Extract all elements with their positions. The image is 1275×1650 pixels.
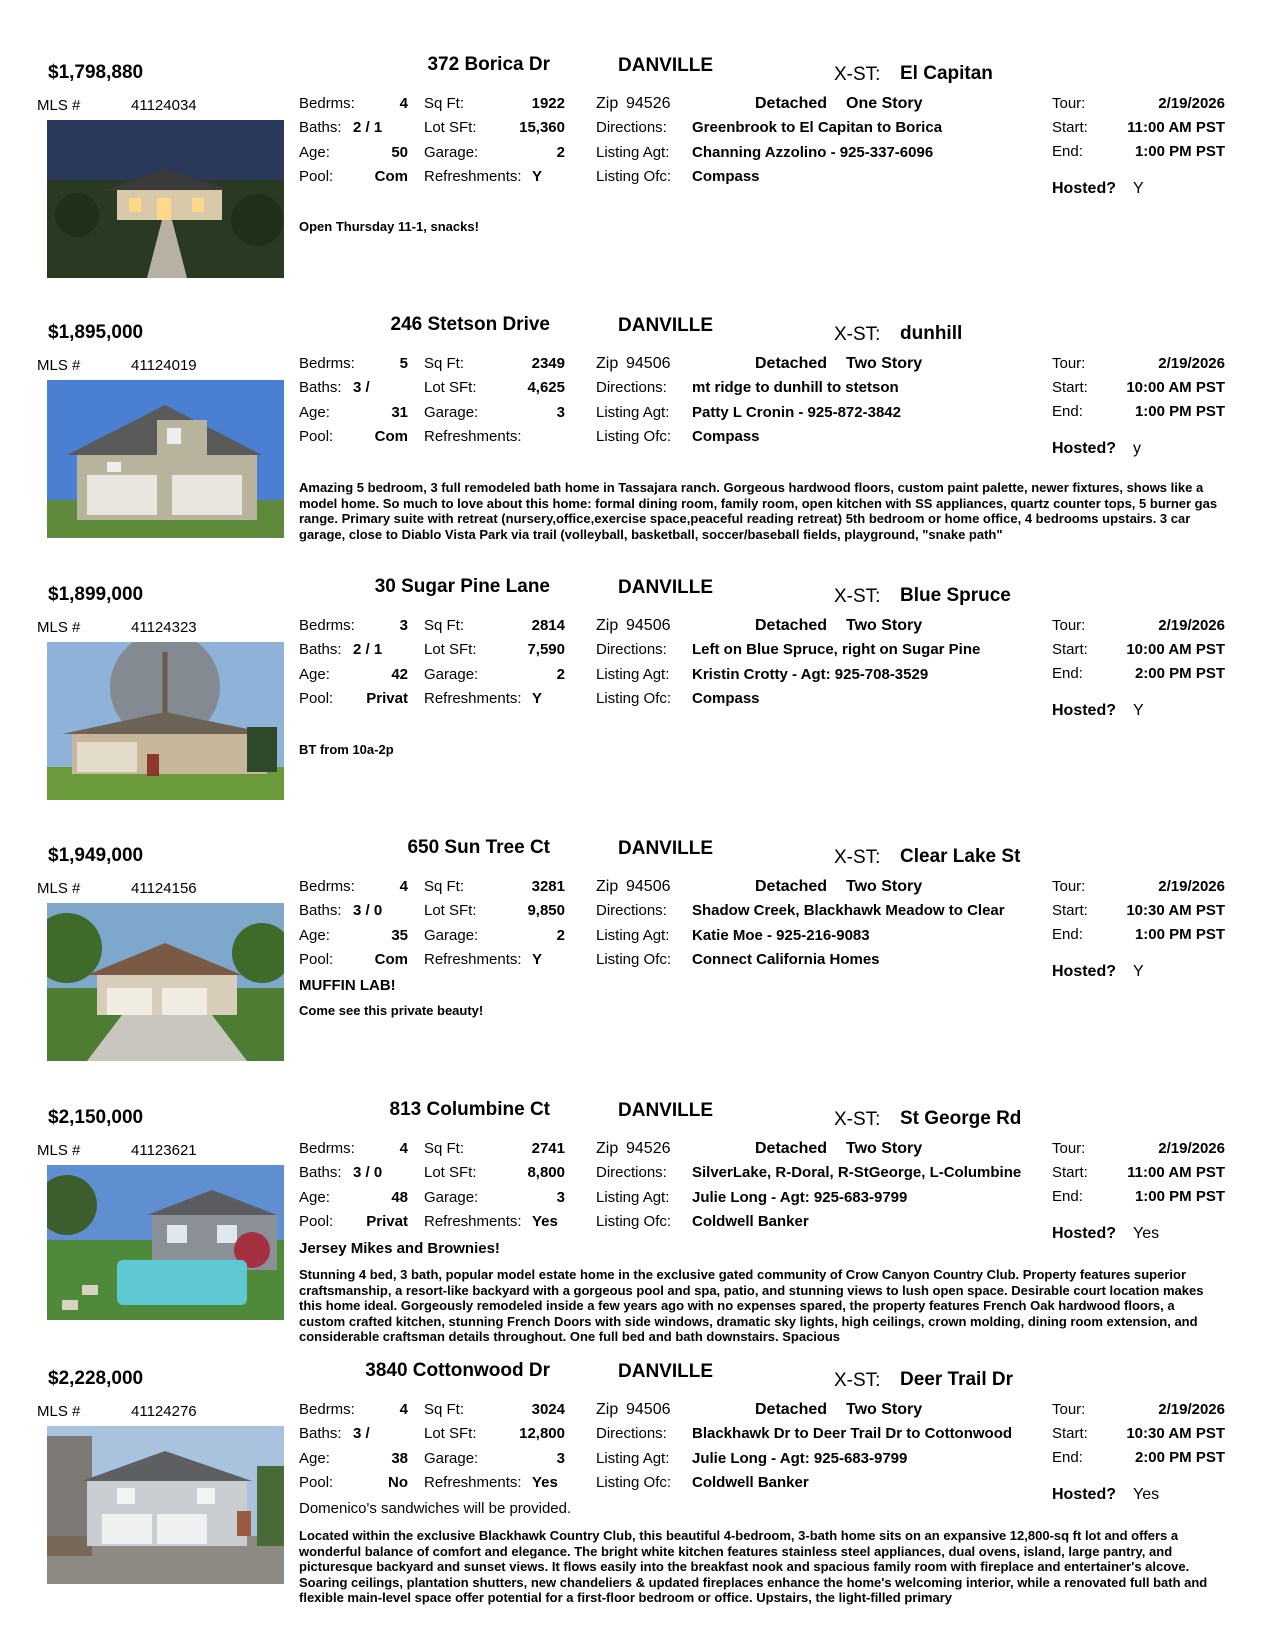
listing-description: Stunning 4 bed, 3 bath, popular model estate home in the exclusive gated community of Crow Canyon Country Club. Property features superior craftsmanship, a resort-like backyard with a gorgeous pool and spa, patio, and stunning views to lush open space. Desirable court location makes this home ideal. Gorgeously remodeled inside a few years ago with no expenses spared, the property features French Oak hardwood floors, a custom crafted kitchen, stunning French Doors with side windows, dramatic sky lights, high ceilings, crown molding, dining room extension, and considerable craftsman details throughout. One full bed and bath downstairs. Spacious xyxy=(299,1267,1204,1344)
tour-date: 2/19/2026 xyxy=(1158,95,1225,112)
garage-value: 3 xyxy=(556,1189,565,1206)
garage-label: Garage: xyxy=(424,404,479,421)
baths-label: Baths: xyxy=(299,641,342,658)
zip-label: Zip xyxy=(596,95,619,112)
listing-agent-value: Patty L Cronin - 925-872-3842 xyxy=(692,404,901,421)
listing-address: 30 Sugar Pine Lane xyxy=(374,576,550,597)
start-time: 10:30 AM PST xyxy=(1126,1425,1225,1442)
listing-office-value: Compass xyxy=(692,690,760,707)
pool-label: Pool: xyxy=(299,1474,334,1491)
hosted-label: Hosted? xyxy=(1052,963,1116,980)
cross-street-label: X-ST: xyxy=(834,1109,881,1130)
start-time: 10:00 AM PST xyxy=(1126,641,1225,658)
listing-price: $1,899,000 xyxy=(48,584,144,605)
baths-value: 2 / 1 xyxy=(353,641,383,658)
listing-agent-value: Katie Moe - 925-216-9083 xyxy=(692,927,870,944)
mls-number: 41124323 xyxy=(131,619,197,636)
sqft-value: 2349 xyxy=(531,355,565,372)
listing-price: $2,150,000 xyxy=(48,1107,144,1128)
mls-number: 41123621 xyxy=(131,1142,197,1159)
hosted-label: Hosted? xyxy=(1052,702,1116,719)
sqft-value: 1922 xyxy=(531,95,565,112)
zip-label: Zip xyxy=(596,355,619,372)
hosted-label: Hosted? xyxy=(1052,440,1116,457)
bedrooms-label: Bedrms: xyxy=(299,617,355,634)
property-type: Detached xyxy=(755,878,828,895)
listing-agent-value: Julie Long - Agt: 925-683-9799 xyxy=(692,1189,908,1206)
listing-office-label: Listing Ofc: xyxy=(596,168,672,185)
zip-value: 94506 xyxy=(626,878,671,895)
bedrooms-value: 4 xyxy=(399,1401,408,1418)
start-time: 10:30 AM PST xyxy=(1126,902,1225,919)
lotsft-label: Lot SFt: xyxy=(424,1425,477,1442)
age-label: Age: xyxy=(299,927,330,944)
tour-date: 2/19/2026 xyxy=(1158,878,1225,895)
sqft-value: 2741 xyxy=(531,1140,565,1157)
cross-street-value: Deer Trail Dr xyxy=(900,1369,1013,1390)
pool-label: Pool: xyxy=(299,690,334,707)
directions-label: Directions: xyxy=(596,119,667,136)
listing-description: Amazing 5 bedroom, 3 full remodeled bath home in Tassajara ranch. Gorgeous hardwood floors, custom paint palette, newer fixtures, shows like a model home. So much to love about this home: formal dining room, family room, open kitchen with SS appliances, quartz counter tops, 5 burner gas range. Primary suite with retreat (nursery,office,exercise space,peaceful reading retreat) 5th bedroom or home office, 4 bedrooms upstairs. 3 car garage, close to Diablo Vista Park via trail (volleyball, basketball, soccer/baseball fields, playground, "snake path" xyxy=(299,480,1218,542)
bedrooms-value: 4 xyxy=(399,1140,408,1157)
start-time: 11:00 AM PST xyxy=(1127,1164,1225,1181)
mls-number: 41124034 xyxy=(131,97,197,114)
tour-date: 2/19/2026 xyxy=(1158,1401,1225,1418)
listing-address: 650 Sun Tree Ct xyxy=(407,837,550,858)
listing-city: DANVILLE xyxy=(618,315,713,336)
end-time: 2:00 PM PST xyxy=(1134,665,1225,682)
listing-price: $1,949,000 xyxy=(48,845,144,866)
listing-office-label: Listing Ofc: xyxy=(596,690,672,707)
bedrooms-label: Bedrms: xyxy=(299,1401,355,1418)
zip-value: 94506 xyxy=(626,1401,671,1418)
zip-label: Zip xyxy=(596,617,619,634)
hosted-value: Y xyxy=(1133,702,1144,719)
start-label: Start: xyxy=(1052,641,1088,658)
cross-street-label: X-ST: xyxy=(834,64,881,85)
start-label: Start: xyxy=(1052,379,1088,396)
property-stories: Two Story xyxy=(846,1140,923,1157)
tour-label: Tour: xyxy=(1052,355,1086,372)
lotsft-value: 12,800 xyxy=(519,1425,565,1442)
listing-city: DANVILLE xyxy=(618,1361,713,1382)
cross-street-value: El Capitan xyxy=(900,63,993,84)
property-photo xyxy=(47,642,284,800)
start-label: Start: xyxy=(1052,1164,1088,1181)
listing-description: Open Thursday 11-1, snacks! xyxy=(299,219,479,234)
refreshments-label: Refreshments: xyxy=(424,1474,522,1491)
listing-agent-label: Listing Agt: xyxy=(596,144,670,161)
listing-agent-value: Channing Azzolino - 925-337-6096 xyxy=(692,144,934,161)
property-type: Detached xyxy=(755,1401,828,1418)
sqft-label: Sq Ft: xyxy=(424,1140,465,1157)
garage-label: Garage: xyxy=(424,144,479,161)
age-value: 38 xyxy=(391,1450,408,1467)
garage-value: 2 xyxy=(556,666,565,683)
baths-label: Baths: xyxy=(299,119,342,136)
listing-address: 3840 Cottonwood Dr xyxy=(365,1360,550,1381)
directions-value: Greenbrook to El Capitan to Borica xyxy=(692,119,943,136)
listing-price: $1,798,880 xyxy=(48,62,144,83)
pool-label: Pool: xyxy=(299,168,334,185)
pool-value: Com xyxy=(374,168,408,185)
property-stories: Two Story xyxy=(846,878,923,895)
lotsft-label: Lot SFt: xyxy=(424,379,477,396)
listing-city: DANVILLE xyxy=(618,838,713,859)
directions-label: Directions: xyxy=(596,1425,667,1442)
property-type: Detached xyxy=(755,617,828,634)
tour-label: Tour: xyxy=(1052,878,1086,895)
age-value: 42 xyxy=(391,666,408,683)
pool-value: No xyxy=(388,1474,408,1491)
baths-label: Baths: xyxy=(299,1164,342,1181)
tour-label: Tour: xyxy=(1052,1401,1086,1418)
listing-note: Domenico's sandwiches will be provided. xyxy=(299,1500,572,1517)
lotsft-label: Lot SFt: xyxy=(424,641,477,658)
bedrooms-label: Bedrms: xyxy=(299,1140,355,1157)
listing-office-value: Coldwell Banker xyxy=(692,1213,809,1230)
lotsft-label: Lot SFt: xyxy=(424,1164,477,1181)
baths-value: 3 / 0 xyxy=(353,902,383,919)
property-photo xyxy=(47,1165,284,1320)
tour-date: 2/19/2026 xyxy=(1158,1140,1225,1157)
listing-note: MUFFIN LAB! xyxy=(299,977,396,994)
end-time: 1:00 PM PST xyxy=(1134,403,1225,420)
pool-label: Pool: xyxy=(299,1213,334,1230)
directions-value: mt ridge to dunhill to stetson xyxy=(692,379,899,396)
listing-card xyxy=(0,1346,1275,1616)
end-label: End: xyxy=(1052,1188,1083,1205)
listing-office-value: Compass xyxy=(692,168,760,185)
hosted-value: Y xyxy=(1133,180,1144,197)
listing-address: 813 Columbine Ct xyxy=(389,1099,550,1120)
end-label: End: xyxy=(1052,1449,1083,1466)
sqft-label: Sq Ft: xyxy=(424,355,465,372)
lotsft-value: 4,625 xyxy=(527,379,565,396)
tour-label: Tour: xyxy=(1052,1140,1086,1157)
cross-street-label: X-ST: xyxy=(834,324,881,345)
lotsft-value: 7,590 xyxy=(527,641,565,658)
cross-street-label: X-ST: xyxy=(834,1370,881,1391)
listing-card xyxy=(0,300,1275,562)
lotsft-label: Lot SFt: xyxy=(424,902,477,919)
cross-street-label: X-ST: xyxy=(834,847,881,868)
listing-card xyxy=(0,1085,1275,1347)
bedrooms-value: 4 xyxy=(399,95,408,112)
age-label: Age: xyxy=(299,404,330,421)
cross-street-value: Blue Spruce xyxy=(900,585,1011,606)
garage-label: Garage: xyxy=(424,927,479,944)
baths-value: 3 / xyxy=(353,1425,370,1442)
listing-note: Jersey Mikes and Brownies! xyxy=(299,1240,500,1257)
end-time: 1:00 PM PST xyxy=(1134,926,1225,943)
directions-value: SilverLake, R-Doral, R-StGeorge, L-Columbine xyxy=(692,1164,1022,1181)
pool-value: Com xyxy=(374,951,408,968)
listing-city: DANVILLE xyxy=(618,1100,713,1121)
tour-date: 2/19/2026 xyxy=(1158,617,1225,634)
refreshments-value: Y xyxy=(532,690,543,707)
tour-label: Tour: xyxy=(1052,95,1086,112)
sqft-value: 2814 xyxy=(531,617,565,634)
mls-number: 41124276 xyxy=(131,1403,197,1420)
zip-label: Zip xyxy=(596,1140,619,1157)
baths-value: 3 / xyxy=(353,379,370,396)
tour-date: 2/19/2026 xyxy=(1158,355,1225,372)
age-label: Age: xyxy=(299,666,330,683)
property-stories: One Story xyxy=(846,95,923,112)
cross-street-value: St George Rd xyxy=(900,1108,1022,1129)
sqft-value: 3281 xyxy=(531,878,565,895)
age-value: 35 xyxy=(391,927,408,944)
hosted-label: Hosted? xyxy=(1052,1486,1116,1503)
refreshments-value: Yes xyxy=(532,1213,558,1230)
listing-description: Located within the exclusive Blackhawk Country Club, this beautiful 4-bedroom, 3-bath home sits on an expansive 12,800-sq ft lot and offers a wonderful balance of comfort and elegance. The bright white kitchen features stainless steel appliances, dual ovens, island, large pantry, and picturesque backyard and sunset views. It flows easily into the breakfast nook and spacious family room with fireplace and entertainer's alcove. Soaring ceilings, plantation shutters, new chandeliers & updated fireplaces enhance the home's welcoming interior, while a renovated full bath and flexible main-level space offer potential for a first-floor bedroom or office. Upstairs, the light-filled primary xyxy=(299,1528,1208,1605)
refreshments-label: Refreshments: xyxy=(424,168,522,185)
property-stories: Two Story xyxy=(846,1401,923,1418)
lotsft-value: 8,800 xyxy=(527,1164,565,1181)
pool-value: Privat xyxy=(366,1213,408,1230)
property-photo xyxy=(47,903,284,1061)
pool-label: Pool: xyxy=(299,428,334,445)
pool-value: Com xyxy=(374,428,408,445)
listing-city: DANVILLE xyxy=(618,55,713,76)
refreshments-label: Refreshments: xyxy=(424,690,522,707)
age-label: Age: xyxy=(299,144,330,161)
mls-label: MLS # xyxy=(37,880,81,897)
listing-price: $1,895,000 xyxy=(48,322,144,343)
garage-value: 2 xyxy=(556,144,565,161)
bedrooms-value: 3 xyxy=(399,617,408,634)
listing-office-label: Listing Ofc: xyxy=(596,1474,672,1491)
listing-description: BT from 10a-2p xyxy=(299,742,394,757)
bedrooms-label: Bedrms: xyxy=(299,355,355,372)
bedrooms-label: Bedrms: xyxy=(299,878,355,895)
listing-address: 372 Borica Dr xyxy=(427,54,550,75)
directions-label: Directions: xyxy=(596,641,667,658)
listing-agent-label: Listing Agt: xyxy=(596,666,670,683)
directions-label: Directions: xyxy=(596,379,667,396)
directions-value: Left on Blue Spruce, right on Sugar Pine xyxy=(692,641,981,658)
listing-office-value: Coldwell Banker xyxy=(692,1474,809,1491)
directions-value: Shadow Creek, Blackhawk Meadow to Clear xyxy=(692,902,1005,919)
hosted-label: Hosted? xyxy=(1052,1225,1116,1242)
listing-agent-value: Kristin Crotty - Agt: 925-708-3529 xyxy=(692,666,929,683)
hosted-value: Yes xyxy=(1133,1486,1160,1503)
listing-office-value: Connect California Homes xyxy=(692,951,880,968)
garage-label: Garage: xyxy=(424,1450,479,1467)
listing-office-label: Listing Ofc: xyxy=(596,951,672,968)
cross-street-label: X-ST: xyxy=(834,586,881,607)
listing-agent-label: Listing Agt: xyxy=(596,927,670,944)
cross-street-value: Clear Lake St xyxy=(900,846,1021,867)
pool-value: Privat xyxy=(366,690,408,707)
listing-address: 246 Stetson Drive xyxy=(390,314,550,335)
end-label: End: xyxy=(1052,403,1083,420)
listing-office-label: Listing Ofc: xyxy=(596,1213,672,1230)
property-type: Detached xyxy=(755,95,828,112)
garage-value: 3 xyxy=(556,404,565,421)
zip-label: Zip xyxy=(596,878,619,895)
start-label: Start: xyxy=(1052,1425,1088,1442)
bedrooms-value: 5 xyxy=(399,355,408,372)
baths-label: Baths: xyxy=(299,1425,342,1442)
refreshments-label: Refreshments: xyxy=(424,951,522,968)
age-label: Age: xyxy=(299,1189,330,1206)
listing-office-value: Compass xyxy=(692,428,760,445)
property-type: Detached xyxy=(755,1140,828,1157)
property-stories: Two Story xyxy=(846,355,923,372)
pool-label: Pool: xyxy=(299,951,334,968)
age-value: 48 xyxy=(391,1189,408,1206)
hosted-value: Yes xyxy=(1133,1225,1160,1242)
property-type: Detached xyxy=(755,355,828,372)
mls-number: 41124156 xyxy=(131,880,197,897)
listing-city: DANVILLE xyxy=(618,577,713,598)
baths-label: Baths: xyxy=(299,902,342,919)
lotsft-value: 15,360 xyxy=(519,119,565,136)
cross-street-value: dunhill xyxy=(900,323,963,344)
mls-number: 41124019 xyxy=(131,357,197,374)
tour-label: Tour: xyxy=(1052,617,1086,634)
zip-value: 94506 xyxy=(626,355,671,372)
hosted-value: Y xyxy=(1133,963,1144,980)
sqft-label: Sq Ft: xyxy=(424,95,465,112)
listing-card xyxy=(0,562,1275,824)
refreshments-label: Refreshments: xyxy=(424,1213,522,1230)
refreshments-value: Y xyxy=(532,951,543,968)
age-value: 31 xyxy=(391,404,408,421)
sqft-label: Sq Ft: xyxy=(424,1401,465,1418)
sqft-value: 3024 xyxy=(531,1401,565,1418)
refreshments-label: Refreshments: xyxy=(424,428,522,445)
listing-agent-value: Julie Long - Agt: 925-683-9799 xyxy=(692,1450,908,1467)
hosted-label: Hosted? xyxy=(1052,180,1116,197)
property-photo xyxy=(47,380,284,538)
mls-label: MLS # xyxy=(37,97,81,114)
end-label: End: xyxy=(1052,665,1083,682)
listing-agent-label: Listing Agt: xyxy=(596,1450,670,1467)
refreshments-value: Y xyxy=(532,168,543,185)
garage-label: Garage: xyxy=(424,1189,479,1206)
end-label: End: xyxy=(1052,143,1083,160)
zip-value: 94526 xyxy=(626,1140,671,1157)
start-label: Start: xyxy=(1052,902,1088,919)
listing-card xyxy=(0,823,1275,1085)
zip-label: Zip xyxy=(596,1401,619,1418)
property-photo xyxy=(47,120,284,278)
baths-value: 3 / 0 xyxy=(353,1164,383,1181)
baths-value: 2 / 1 xyxy=(353,119,383,136)
directions-label: Directions: xyxy=(596,1164,667,1181)
baths-label: Baths: xyxy=(299,379,342,396)
sqft-label: Sq Ft: xyxy=(424,617,465,634)
listing-agent-label: Listing Agt: xyxy=(596,404,670,421)
directions-value: Blackhawk Dr to Deer Trail Dr to Cottonwood xyxy=(692,1425,1013,1442)
zip-value: 94506 xyxy=(626,617,671,634)
start-time: 10:00 AM PST xyxy=(1126,379,1225,396)
age-value: 50 xyxy=(391,144,408,161)
start-time: 11:00 AM PST xyxy=(1127,119,1225,136)
listing-card xyxy=(0,40,1275,302)
age-label: Age: xyxy=(299,1450,330,1467)
property-photo xyxy=(47,1426,284,1584)
bedrooms-value: 4 xyxy=(399,878,408,895)
lotsft-label: Lot SFt: xyxy=(424,119,477,136)
listing-office-label: Listing Ofc: xyxy=(596,428,672,445)
end-label: End: xyxy=(1052,926,1083,943)
mls-label: MLS # xyxy=(37,619,81,636)
end-time: 2:00 PM PST xyxy=(1134,1449,1225,1466)
garage-label: Garage: xyxy=(424,666,479,683)
hosted-value: y xyxy=(1133,440,1141,457)
mls-label: MLS # xyxy=(37,1142,81,1159)
mls-label: MLS # xyxy=(37,1403,81,1420)
listing-agent-label: Listing Agt: xyxy=(596,1189,670,1206)
mls-label: MLS # xyxy=(37,357,81,374)
garage-value: 2 xyxy=(556,927,565,944)
zip-value: 94526 xyxy=(626,95,671,112)
bedrooms-label: Bedrms: xyxy=(299,95,355,112)
listing-description: Come see this private beauty! xyxy=(299,1003,484,1018)
refreshments-value: Yes xyxy=(532,1474,558,1491)
end-time: 1:00 PM PST xyxy=(1134,1188,1225,1205)
sqft-label: Sq Ft: xyxy=(424,878,465,895)
start-label: Start: xyxy=(1052,119,1088,136)
lotsft-value: 9,850 xyxy=(527,902,565,919)
end-time: 1:00 PM PST xyxy=(1134,143,1225,160)
property-stories: Two Story xyxy=(846,617,923,634)
directions-label: Directions: xyxy=(596,902,667,919)
listing-price: $2,228,000 xyxy=(48,1368,144,1389)
garage-value: 3 xyxy=(556,1450,565,1467)
